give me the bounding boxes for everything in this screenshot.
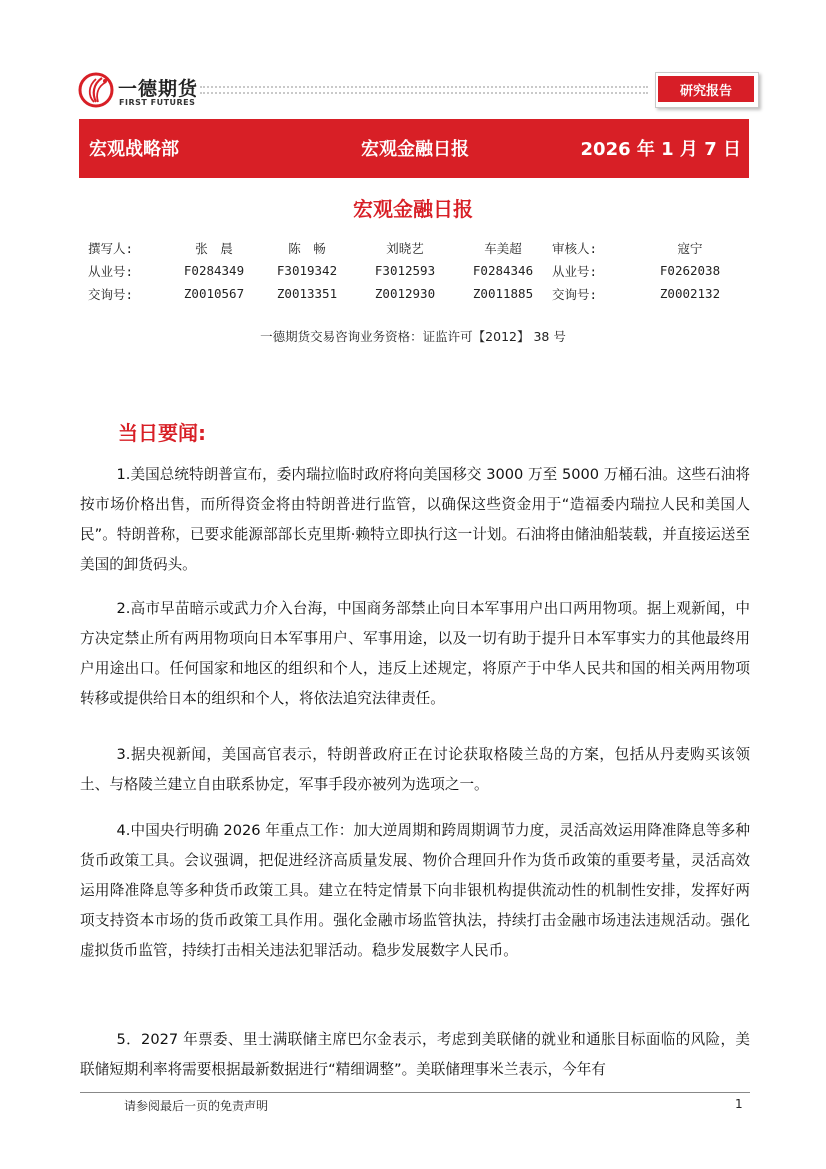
news-item-5: 5．2027 年票委、里士满联储主席巴尔金表示，考虑到美联储的就业和通胀目标面临的风险，美联储短期利率将需要根据最新数据进行“精细调整”。美联储理事米兰表示，今年有: [80, 1031, 750, 1078]
consulting-number: Z0013351: [276, 286, 338, 301]
department-name: 宏观战略部: [89, 139, 179, 160]
author-name: 车美超: [484, 240, 522, 256]
authors-table: [88, 236, 736, 305]
section-heading: 当日要闻:: [118, 421, 206, 445]
reviewer-name: 寇宁: [677, 240, 703, 256]
consulting-number: Z0010567: [183, 286, 245, 301]
license-label: 从业号:: [552, 263, 598, 279]
business-license-statement: 一德期货交易咨询业务资格：证监许可【2012】 38 号: [260, 329, 566, 344]
license-number-row: [88, 259, 736, 282]
author-name: 张 晨: [195, 240, 233, 256]
document-title: 宏观金融日报: [353, 197, 473, 221]
consulting-label: 交询号:: [552, 286, 598, 302]
consulting-label: 交询号:: [88, 286, 134, 302]
writer-label: 撰写人:: [88, 240, 134, 256]
author-name: 陈 畅: [288, 240, 326, 256]
license-number: F3019342: [276, 263, 338, 278]
consulting-number-row: [88, 282, 736, 305]
news-item-1: 1.美国总统特朗普宣布，委内瑞拉临时政府将向美国移交 3000 万至 5000 万桶石油。这些石油将按市场价格出售，而所得资金将由特朗普进行监管，以确保这些资金用于“造福委内瑞拉人民和美国人民”。特朗普称，已要求能源部部长克里斯·赖特立即执行这一计划。石油将由储油船装载，并直接运送至美国的卸货码头。: [80, 466, 750, 573]
first-futures-logo-icon: [78, 72, 114, 108]
license-label: 从业号:: [88, 263, 134, 279]
license-number: F0284349: [183, 263, 245, 278]
page-number: 1: [735, 1097, 743, 1111]
consulting-number: Z0002132: [659, 286, 721, 301]
consulting-number: Z0012930: [374, 286, 436, 301]
license-number: F0284346: [472, 263, 534, 278]
license-number: F3012593: [374, 263, 436, 278]
news-item-3: 3.据央视新闻，美国高官表示，特朗普政府正在讨论获取格陵兰岛的方案，包括从丹麦购买该领土、与格陵兰建立自由联系协定，军事手段亦被列为选项之一。: [80, 746, 750, 793]
news-item-2: 2.高市早苗暗示或武力介入台海，中国商务部禁止向日本军事用户出口两用物项。据上观新闻，中方决定禁止所有两用物项向日本军事用户、军事用途，以及一切有助于提升日本军事实力的其他最终用户用途出口。任何国家和地区的组织和个人，违反上述规定，将原产于中华人民共和国的相关两用物项转移或提供给日本的组织和个人，将依法追究法律责任。: [80, 600, 750, 707]
license-number: F0262038: [659, 263, 721, 278]
logo-chinese-name: 一德期货: [118, 78, 199, 100]
logo-english-name: FIRST FUTURES: [119, 98, 196, 107]
consulting-number: Z0011885: [472, 286, 534, 301]
banner-report-title: 宏观金融日报: [361, 139, 469, 160]
author-name: 刘晓艺: [386, 240, 424, 256]
authors-row: [88, 236, 736, 259]
report-date: 2026 年 1 月 7 日: [580, 139, 741, 160]
header-dotted-divider-2: [200, 92, 648, 94]
news-item-4: 4.中国央行明确 2026 年重点工作：加大逆周期和跨周期调节力度，灵活高效运用降准降息等多种货币政策工具。会议强调，把促进经济高质量发展、物价合理回升作为货币政策的重要考量，灵活高效运用降准降息等多种货币政策工具。建立在特定情景下向非银机构提供流动性的机制性安排，发挥好两项支持资本市场的货币政策工具作用。强化金融市场监管执法，持续打击金融市场违法违规活动。强化虚拟货币监管，持续打击相关违法犯罪活动。稳步发展数字人民币。: [80, 822, 750, 959]
footer-divider: [80, 1092, 750, 1093]
header-dotted-divider: [200, 86, 648, 88]
header-banner: [79, 119, 749, 178]
report-type-badge: 研究报告: [658, 76, 754, 102]
reviewer-label: 审核人:: [552, 240, 598, 256]
disclaimer-note: 请参阅最后一页的免责声明: [124, 1099, 269, 1113]
